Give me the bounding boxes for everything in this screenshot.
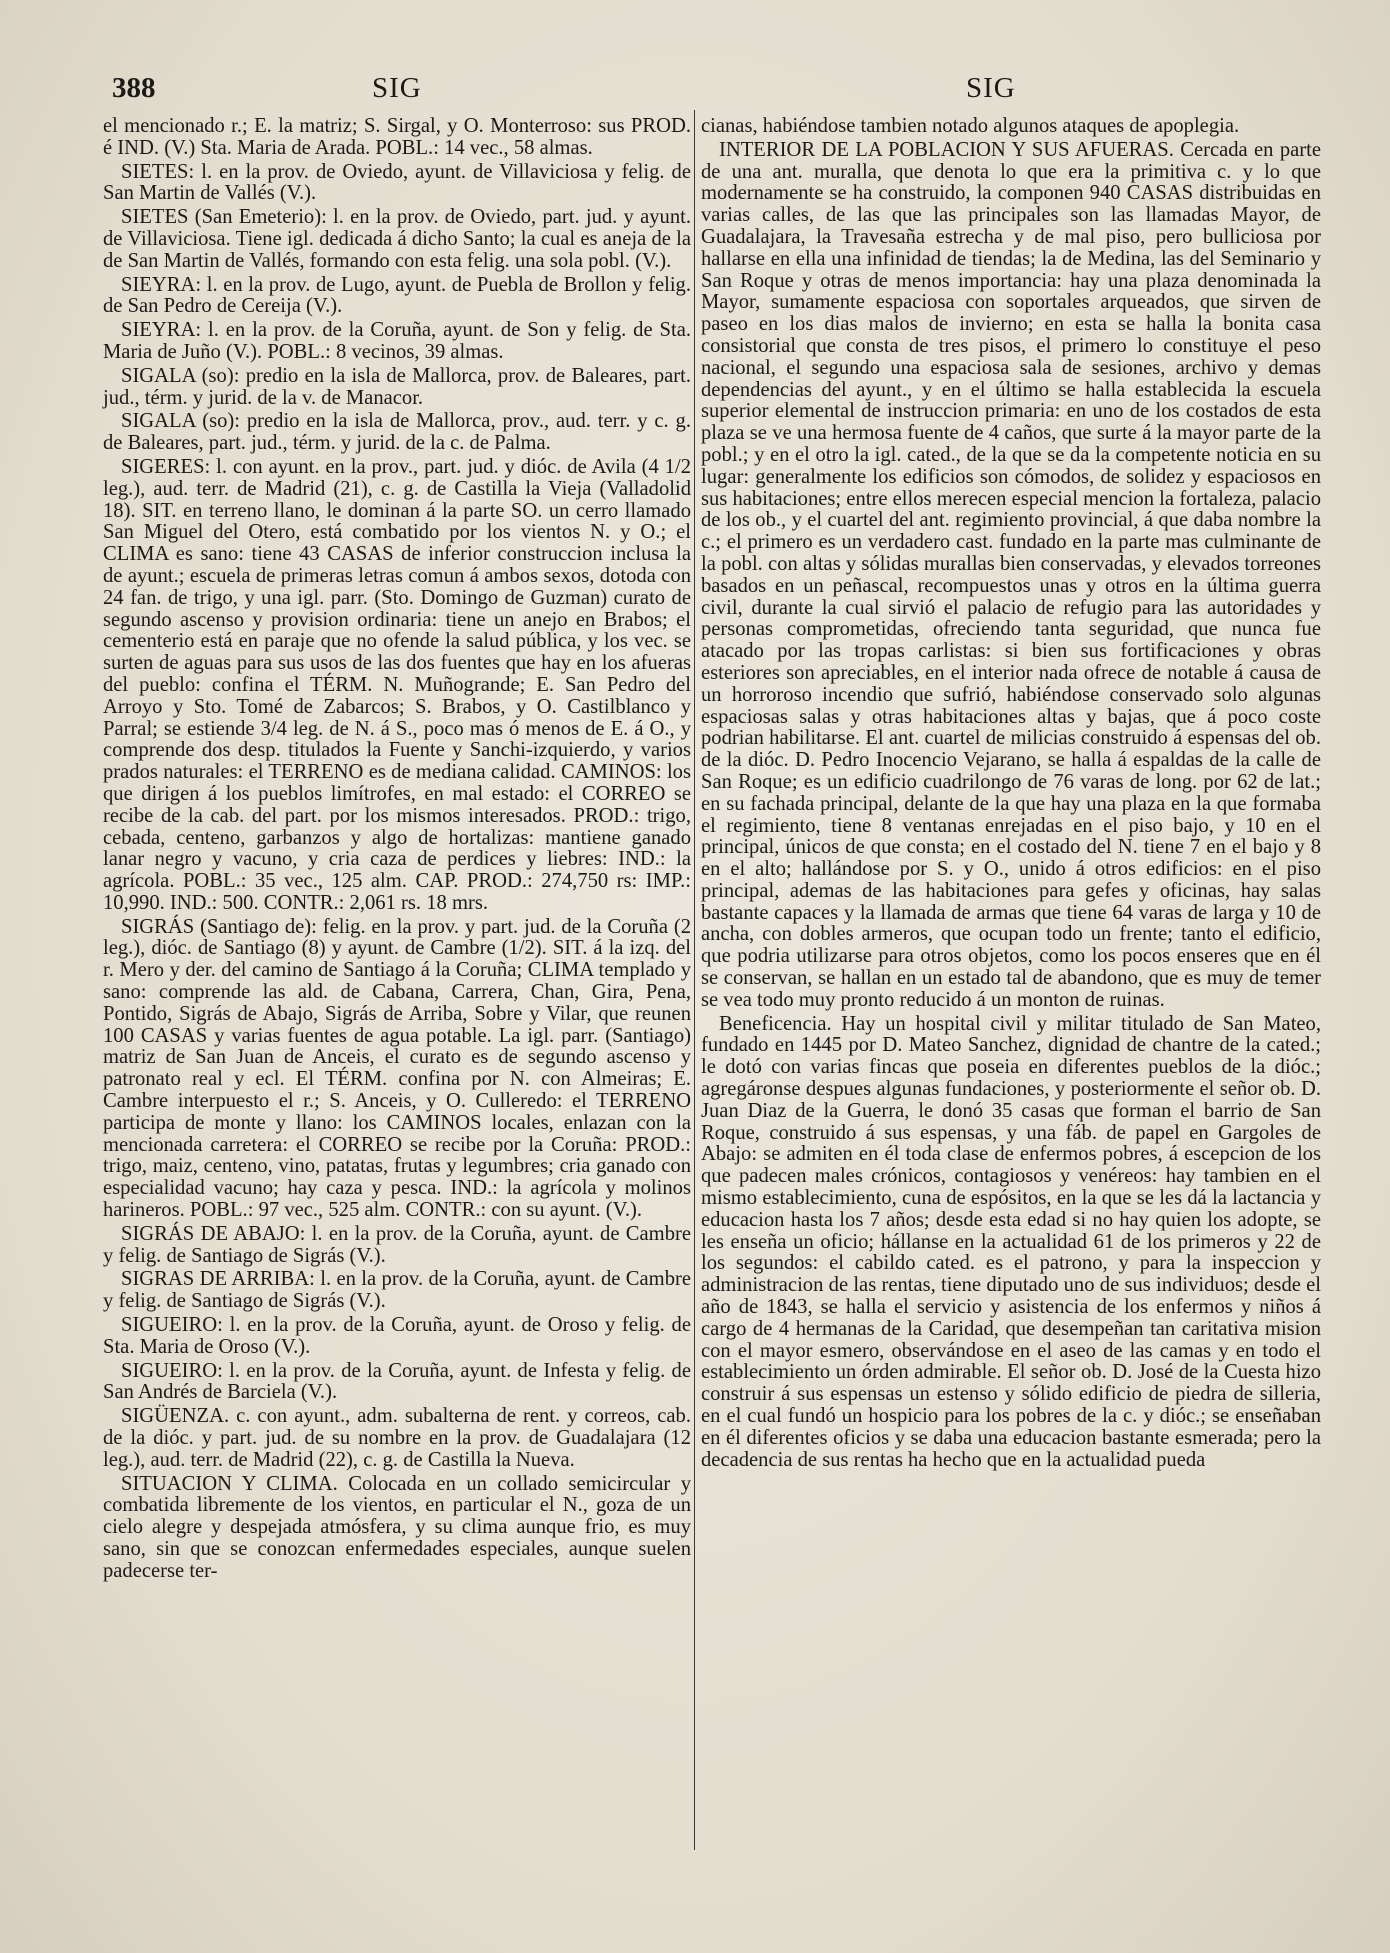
entry-paragraph: SIETES: l. en la prov. de Oviedo, ayunt. de Villaviciosa y felig. de San Martin de Vallés (V.). — [103, 160, 691, 205]
entry-paragraph: SIGUEIRO: l. en la prov. de la Coruña, ayunt. de Oroso y felig. de Sta. Maria de Oroso (V.). — [103, 1314, 691, 1358]
entry-paragraph: SIGUEIRO: l. en la prov. de la Coruña, ayunt. de Infesta y felig. de San Andrés de Barciela (V.). — [103, 1359, 691, 1404]
entry-paragraph: SIGERES: l. con ayunt. en la prov., part. jud. y dióc. de Avila (4 1/2 leg.), aud. terr. de Madrid (21), c. g. de Castilla la Vieja (Valladolid 18). SIT. en terreno llano, le dominan á la parte SO. un cerro llamado San Miguel del Otero, está combatido por los vientos N. y O.; el CLIMA es sano: tiene 43 CASAS de inferior construccion inclusa la de ayunt.; escuela de primeras letras comun á ambos sexos, dotoda con 24 fan. de trigo, y una igl. parr. (Sto. Domingo de Guzman) curato de segundo ascenso y provision ordinaria: tiene un anejo en Brabos; el cementerio está en paraje que no ofende la salud pública, y los vec. se surten de aguas para sus usos de las dos fuentes que hay en los afueras del pueblo: confina el TÉRM. N. Muñogrande; E. San Pedro del Arroyo y Sto. Tomé de Zabarcos; S. Brabos, y O. Castilblanco y Parral; se estiende 3/4 leg. de N. á S., poco mas ó menos de E. á O., y comprende dos desp. titulados la Fuente y Sanchi-izquierdo, y varios prados naturales: el TERRENO es de mediana calidad. CAMINOS: los que dirigen á los pueblos limítrofes, en mal estado: el CORREO se recibe de la cab. del part. por los mismos interesados. PROD.: trigo, cebada, centeno, garbanzos y algo de hortalizas: mantiene ganado lanar negro y vacuno, y cria caza de perdices y liebres: IND.: la agrícola. POBL.: 35 vec., 125 alm. CAP. PROD.: 274,750 rs: IMP.: 10,990. IND.: 500. CONTR.: 2,061 rs. 18 mrs. — [103, 455, 691, 914]
left-column — [103, 116, 691, 1583]
entry-paragraph: SIGRÁS (Santiago de): felig. en la prov. y part. jud. de la Coruña (2 leg.), dióc. de Santiago (8) y ayunt. de Cambre (1/2). SIT. á la izq. del r. Mero y der. del camino de Santiago á la Coruña; CLIMA templado y sano: comprende las ald. de Cabana, Carrera, Chan, Gira, Pena, Pontido, Sigrás de Abajo, Sigrás de Arriba, Sobre y Vilar, que reunen 100 CASAS y varias fuentes de agua potable. La igl. parr. (Santiago) matriz de San Juan de Anceis, el curato es de segundo ascenso y patronato real y ecl. El TÉRM. confina por N. con Almeiras; E. Cambre interpuesto el r.; S. Anceis, y O. Culleredo: el TERRENO participa de monte y llano: los CAMINOS locales, enlazan con la mencionada carretera: el CORREO se recibe por la Coruña: PROD.: trigo, maiz, centeno, vino, patatas, frutas y legumbres; cria ganado con especialidad vacuno; hay caza y pesca. IND.: la agrícola y molinos harineros. POBL.: 97 vec., 525 alm. CONTR.: con su ayunt. (V.). — [103, 915, 691, 1222]
entry-paragraph: SIETES (San Emeterio): l. en la prov. de Oviedo, part. jud. y ayunt. de Villaviciosa. Tiene igl. dedicada á dicho Santo; la cual es aneja de la de San Martin de Vallés, formando con esta felig. una sola pobl. (V.). — [103, 206, 691, 272]
entry-paragraph: SIEYRA: l. en la prov. de Lugo, ayunt. de Puebla de Brollon y felig. de San Pedro de Cereija (V.). — [103, 273, 691, 318]
entry-paragraph: SIGALA (so): predio en la isla de Mallorca, prov., aud. terr. y c. g. de Baleares, part. jud., térm. y jurid. de la c. de Palma. — [103, 410, 691, 455]
paragraph: cianas, habiéndose tambien notado algunos ataques de apoplegia. — [701, 115, 1240, 137]
column-divider — [694, 110, 695, 1850]
entry-paragraph: SITUACION Y CLIMA. Colocada en un collado semicircular y combatida libremente de los vientos, en particular el N., goza de un cielo alegre y despejada atmósfera, y su clima aunque frio, es muy sano, sin que se conozcan enfermedades especiales, aunque suelen padecerse ter- — [103, 1472, 691, 1582]
running-head-left: SIG — [372, 72, 422, 104]
paragraph: el mencionado r.; E. la matriz; S. Sirgal, y O. Monterroso: sus PROD. é IND. (V.) Sta. Maria de Arada. POBL.: 14 vec., 58 almas. — [103, 115, 691, 159]
entry-paragraph: SIGRAS DE ARRIBA: l. en la prov. de la Coruña, ayunt. de Cambre y felig. de Santiago de Sigrás (V.). — [103, 1268, 691, 1313]
entry-paragraph: SIGÜENZA. c. con ayunt., adm. subalterna de rent. y correos, cab. de la dióc. y part. jud. de su nombre en la prov. de Guadalajara (12 leg.), aud. terr. de Madrid (22), c. g. de Castilla la Nueva. — [103, 1405, 691, 1471]
section-paragraph: Beneficencia. Hay un hospital civil y militar titulado de San Mateo, fundado en 1445 por D. Mateo Sanchez, dignidad de chantre de la cated.; le dotó con varias fincas que poseia en diferentes pueblos de la dióc.; agregáronse despues algunas fundaciones, y posteriormente el señor ob. D. Juan Diaz de la Guerra, le donó 35 casas que forman el barrio de San Roque, construido á sus espensas, y una fáb. de papel en Gargoles de Abajo: se admiten en él toda clase de enfermos pobres, á escepcion de los que padecen males crónicos, contagiosos y venéreos: hay tambien en el mismo establecimiento, cuna de espósitos, en la que se les dá la lactancia y educacion hasta los 7 años; desde esta edad si no hay quien los adopte, se les enseña un oficio; hállanse en la actualidad 61 de los primeros y 22 de los segundos: el cabildo cated. es el patrono, y para la inspeccion y administracion de las rentas, tiene diputado uno de sus individuos; desde el año de 1843, se halla el servicio y asistencia de los enfermos y niños á cargo de 4 hermanas de la Caridad, que desempeñan tan caritativa mision con el mayor esmero, observándose en el aseo de las camas y en todo el establecimiento un órden admirable. El señor ob. D. José de la Cuesta hizo construir á sus espensas un estenso y sólido edificio de piedra de silleria, en el cual fundó un hospicio para los pobres de la c. y dióc.; se enseñaban en él diferentes oficios y se daba una educacion bastante esmerada; pero la decadencia de sus rentas ha hecho que en la actualidad pueda — [701, 1012, 1321, 1471]
entry-paragraph: SIEYRA: l. en la prov. de la Coruña, ayunt. de Son y felig. de Sta. Maria de Juño (V.). POBL.: 8 vecinos, 39 almas. — [103, 319, 691, 363]
page-header — [0, 72, 1390, 112]
entry-paragraph: SIGALA (so): predio en la isla de Mallorca, prov. de Baleares, part. jud., térm. y jurid. de la v. de Manacor. — [103, 364, 691, 409]
running-head-right: SIG — [966, 72, 1016, 104]
section-paragraph: INTERIOR DE LA POBLACION Y SUS AFUERAS. Cercada en parte de una ant. muralla, que denota lo que era la primitiva c. y lo que modernamente se ha construido, la componen 940 CASAS distribuidas en varias calles, de las que las principales son las llamadas Mayor, de Guadalajara, la Travesaña estrecha y de mal piso, pero bulliciosa por hallarse en ella una infinidad de tiendas; la de Medina, las del Seminario y San Roque y otras de menos importancia: hay una plaza denominada la Mayor, sumamente espaciosa con soportales arqueados, que sirven de paseo en los dias malos de invierno; en esta se halla la bonita casa consistorial que consta de tres pisos, el primero lo constituye el peso nacional, el segundo una espaciosa sala de sesiones, archivo y demas dependencias del ayunt., y en el último se halla establecida la escuela superior elemental de instruccion primaria: en uno de los costados de esta plaza se ve una hermosa fuente de 4 caños, que surte á la mayor parte de la pobl.; y en el otro la igl. cated., de la que se da la competente noticia en su lugar: generalmente los edificios son cómodos, de solidez y espaciosos en sus habitaciones; entre ellos merecen especial mencion la fortaleza, palacio de los ob., y el cuartel del ant. regimiento provincial, á que daba nombre la c.; el primero es un verdadero cast. fundado en la parte mas culminante de la pobl. con altas y sólidas murallas bien conservadas, y elevados torreones basados en un peñascal, recompuestos unas y otros en la última guerra civil, durante la cual sirvió el palacio de refugio para las autoridades y personas comprometidas, ofreciendo tanta seguridad, que nunca fue atacado por las tropas carlistas: si bien sus fortificaciones y obras esteriores son apreciables, en el interior nada ofrece de notable á causa de un horroroso incendio que sufrió, habiéndose conservado solo algunas espaciosas salas y otras habitaciones altas y bajas, que á poco coste podrian habilitarse. El ant. cuartel de milicias construido á espensas del ob. de la dióc. D. Pedro Inocencio Vejarano, se halla á espaldas de la calle de San Roque; es un edificio cuadrilongo de 76 varas de long. por 62 de lat.; en su fachada principal, delante de la que hay una plaza en la que formaba el regimiento, tiene 8 ventanas enrejadas en el piso bajo, y 10 en el principal, únicos de que consta; en el costado del N. tiene 7 en el bajo y 8 en el alto; hallándose por S. y O., unido á otros edificios: en el piso principal, ademas de las habitaciones para gefes y oficinas, hay salas bastante capaces y la llamada de armas que tiene 64 varas de larga y 10 de ancha, con dobles armeros, que ocupan todo un frente; tanto el edificio, que podria utilizarse para otros objetos, como los pocos enseres que en él se conservan, se hallan en un estado tal de abandono, que es muy de temer se vea todo muy pronto reducido á un monton de ruinas. — [701, 138, 1321, 1011]
entry-paragraph: SIGRÁS DE ABAJO: l. en la prov. de la Coruña, ayunt. de Cambre y felig. de Santiago de Sigrás (V.). — [103, 1222, 691, 1267]
right-column — [701, 116, 1321, 1471]
page-number: 388 — [112, 72, 156, 104]
